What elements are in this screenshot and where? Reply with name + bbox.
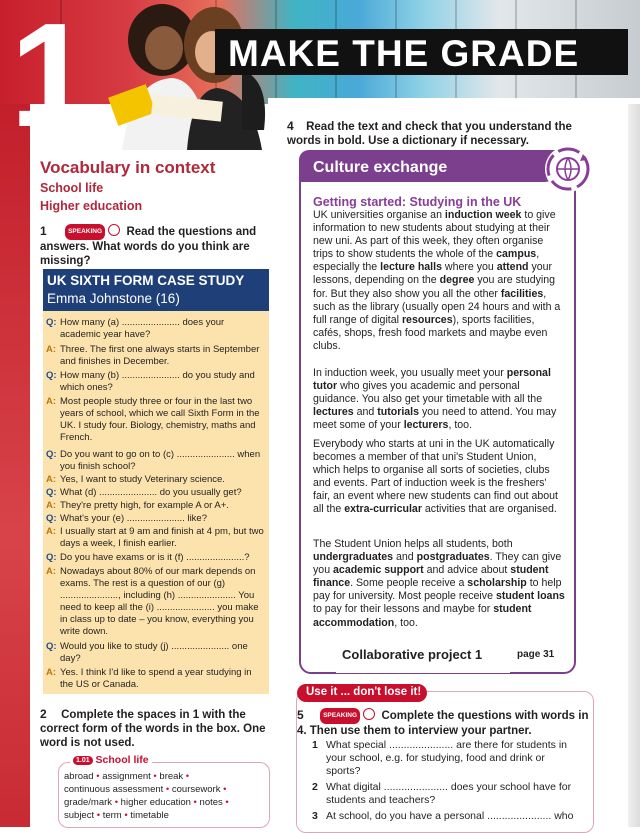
exercise-item bbox=[312, 781, 582, 807]
item-number: 3 bbox=[312, 810, 318, 822]
students-photo bbox=[92, 0, 272, 150]
exercise-instruction: Complete the questions with words in 4. Then use them to interview your partner. bbox=[297, 710, 589, 737]
item-text: What digital ...................... does your school have for students and teachers? bbox=[326, 781, 572, 806]
qa-text: They're pretty high, for example A or A+. bbox=[60, 500, 229, 511]
item-number: 1 bbox=[312, 739, 318, 751]
answer-line bbox=[46, 474, 266, 486]
word-item: assignment bbox=[102, 771, 151, 782]
qa-label: Q: bbox=[46, 449, 57, 460]
culture-paragraph-1: UK universities organise an induction week to give information to new students about studying at their new uni. As part of this week, they often organise trips to show students the whole of the campus, especially the lecture halls where you attend your lessons, depending on the degree you are studying for. But they also show you all the other facilities, such as the library (usually open 24 hours and with a full range of digital resources), sports facilities, cafés, shops, fresh food markets and maybe even clubs. bbox=[313, 209, 561, 352]
exercise-number: 1 bbox=[40, 224, 47, 238]
qa-label: A: bbox=[46, 667, 57, 678]
bullet-separator: • bbox=[222, 797, 229, 808]
exercise-2 bbox=[40, 707, 272, 750]
word-box-title bbox=[70, 754, 152, 766]
exercise-4 bbox=[287, 119, 587, 148]
word-item: term bbox=[102, 810, 122, 821]
bullet-separator: • bbox=[121, 810, 131, 821]
qa-label: Q: bbox=[46, 641, 57, 652]
word-row bbox=[64, 809, 268, 822]
qa-label: Q: bbox=[46, 370, 57, 381]
qa-label: Q: bbox=[46, 487, 57, 498]
exercise-instruction: Complete the spaces in 1 with the correct form of the words in the box. One word is not used. bbox=[40, 709, 266, 749]
speaking-badge: SPEAKING bbox=[320, 708, 360, 724]
qa-text: Most people study three or four in the last two years of school, which we call Sixth Form in the UK. I study four. Biology, chemistry, maths and French. bbox=[60, 396, 260, 443]
page-edge bbox=[628, 104, 640, 827]
subheading-school-life: School life bbox=[40, 181, 104, 195]
red-locker-strip bbox=[0, 104, 30, 827]
exercise-item bbox=[312, 739, 582, 778]
qa-text: Three. The first one always starts in September and finishes in December. bbox=[60, 344, 260, 367]
qa-label: Q: bbox=[46, 317, 57, 328]
word-item: notes bbox=[199, 797, 223, 808]
qa-label: Q: bbox=[46, 552, 57, 563]
exercise-instruction: Read the questions and answers. What words do you think are missing? bbox=[40, 226, 257, 267]
qa-text: What's your (e) ...................... like? bbox=[60, 513, 207, 524]
qa-label: A: bbox=[46, 500, 57, 511]
question-line bbox=[46, 487, 266, 499]
word-row bbox=[64, 796, 268, 809]
answer-line bbox=[46, 667, 266, 691]
word-item: abroad bbox=[64, 771, 94, 782]
bullet-separator: • bbox=[94, 810, 103, 821]
use-it-title: Use it ... don't lose it! bbox=[306, 686, 422, 698]
item-text: What special ...................... are there for students in your school, e.g. for studying, food and drink or sports? bbox=[326, 739, 568, 777]
culture-exchange-title: Culture exchange bbox=[313, 159, 448, 176]
question-line bbox=[46, 513, 266, 525]
item-text: At school, do you have a personal ...................... who bbox=[326, 810, 574, 822]
answer-line bbox=[46, 396, 266, 444]
exercise-1 bbox=[40, 224, 270, 268]
word-item: grade/mark bbox=[64, 797, 113, 808]
question-line bbox=[46, 317, 266, 341]
qa-label: A: bbox=[46, 526, 57, 537]
case-study-name: Emma Johnstone (16) bbox=[47, 291, 180, 306]
word-item: continuous assessment bbox=[64, 784, 164, 795]
culture-paragraph-3: Everybody who starts at uni in the UK automatically becomes a member of that uni's Student Union, which helps to organise all sorts of societies, clubs and events. Part of induction week is the freshers' fair, an event where new students can find out about all the extra-curricular activities that are organised. bbox=[313, 438, 558, 516]
bullet-separator: • bbox=[183, 771, 190, 782]
qa-text: Yes. I think I'd like to spend a year studying in the US or Canada. bbox=[60, 667, 252, 690]
exercise-number: 4 bbox=[287, 119, 294, 133]
bullet-separator: • bbox=[112, 797, 121, 808]
bullet-separator: • bbox=[150, 771, 160, 782]
answer-line bbox=[46, 500, 266, 512]
word-row bbox=[64, 783, 268, 796]
exercise-number: 2 bbox=[40, 707, 47, 721]
qa-label: A: bbox=[46, 344, 57, 355]
collaborative-project-link[interactable]: Collaborative project 1 bbox=[342, 647, 483, 662]
question-line bbox=[46, 641, 266, 665]
word-item: subject bbox=[64, 810, 95, 821]
qa-text: Yes, I want to study Veterinary science. bbox=[60, 474, 225, 485]
bullet-separator: • bbox=[163, 784, 172, 795]
case-study-title: UK SIXTH FORM CASE STUDY bbox=[47, 273, 245, 288]
word-row bbox=[64, 770, 268, 783]
qa-label: A: bbox=[46, 474, 57, 485]
exercise-instruction: Read the text and check that you understand the words in bold. Use a dictionary if necessary. bbox=[287, 121, 572, 147]
bullet-separator: • bbox=[93, 771, 103, 782]
answer-line bbox=[46, 344, 266, 368]
answer-line bbox=[46, 526, 266, 550]
word-box-label: School life bbox=[95, 754, 149, 766]
qa-text: Do you have exams or is it (f) ......................? bbox=[60, 552, 250, 563]
question-line bbox=[46, 370, 266, 394]
question-line bbox=[46, 552, 266, 564]
speaking-icon bbox=[108, 224, 120, 236]
bullet-separator: • bbox=[220, 784, 227, 795]
answer-line bbox=[46, 566, 266, 638]
word-item: higher education bbox=[120, 797, 191, 808]
speaking-badge: SPEAKING bbox=[65, 224, 105, 240]
bullet-separator: • bbox=[190, 797, 200, 808]
word-item: timetable bbox=[130, 810, 169, 821]
word-item: coursework bbox=[171, 784, 221, 795]
exercise-number: 5 bbox=[297, 708, 304, 722]
qa-text: Nowadays about 80% of our mark depends on exams. The rest is a question of our (g) ......................, including (h) ...................... You need to keep all the (i) ...................... you make in class up to date – you know, everything you write down. bbox=[60, 566, 259, 637]
culture-heading: Getting started: Studying in the UK bbox=[313, 195, 522, 209]
word-item: break bbox=[159, 771, 184, 782]
page-reference[interactable]: page 31 bbox=[517, 649, 555, 660]
qa-text: How many (a) ...................... does your academic year have? bbox=[60, 317, 225, 340]
subheading-higher-education: Higher education bbox=[40, 199, 143, 213]
qa-text: Would you like to study (j) ...................... one day? bbox=[60, 641, 248, 664]
audio-track-icon[interactable]: 1.01 bbox=[73, 756, 93, 765]
qa-label: Q: bbox=[46, 513, 57, 524]
exercise-item bbox=[312, 810, 582, 823]
unit-title: MAKE THE GRADE bbox=[228, 33, 580, 74]
culture-paragraph-4: The Student Union helps all students, both undergraduates and postgraduates. They can give you academic support and advice about student finance. Some people receive a scholarship to help pay for university. Most people receive student loans to pay for their lessons and maybe for student accommodation, too. bbox=[313, 538, 565, 629]
qa-text: What (d) ...................... do you usually get? bbox=[60, 487, 242, 498]
item-number: 2 bbox=[312, 781, 318, 793]
qa-label: A: bbox=[46, 566, 57, 577]
qa-text: Do you want to go on to (c) ...................... when you finish school? bbox=[60, 449, 261, 472]
culture-paragraph-2: In induction week, you usually meet your personal tutor who gives you academic and personal guidance. You also get your timetable with all the lectures and tutorials you need to attend. You may meet some of your lecturers, too. bbox=[313, 367, 557, 432]
globe-icon bbox=[545, 146, 591, 192]
qa-text: I usually start at 9 am and finish at 4 pm, but two days a week, I finish earlier. bbox=[60, 526, 264, 549]
exercise-5 bbox=[297, 708, 597, 738]
unit-number: 1 bbox=[10, 0, 93, 158]
speaking-icon bbox=[363, 708, 375, 720]
vocab-heading: Vocabulary in context bbox=[40, 158, 216, 177]
qa-label: A: bbox=[46, 396, 57, 407]
qa-text: How many (b) ...................... do you study and which ones? bbox=[60, 370, 255, 393]
question-line bbox=[46, 449, 266, 473]
